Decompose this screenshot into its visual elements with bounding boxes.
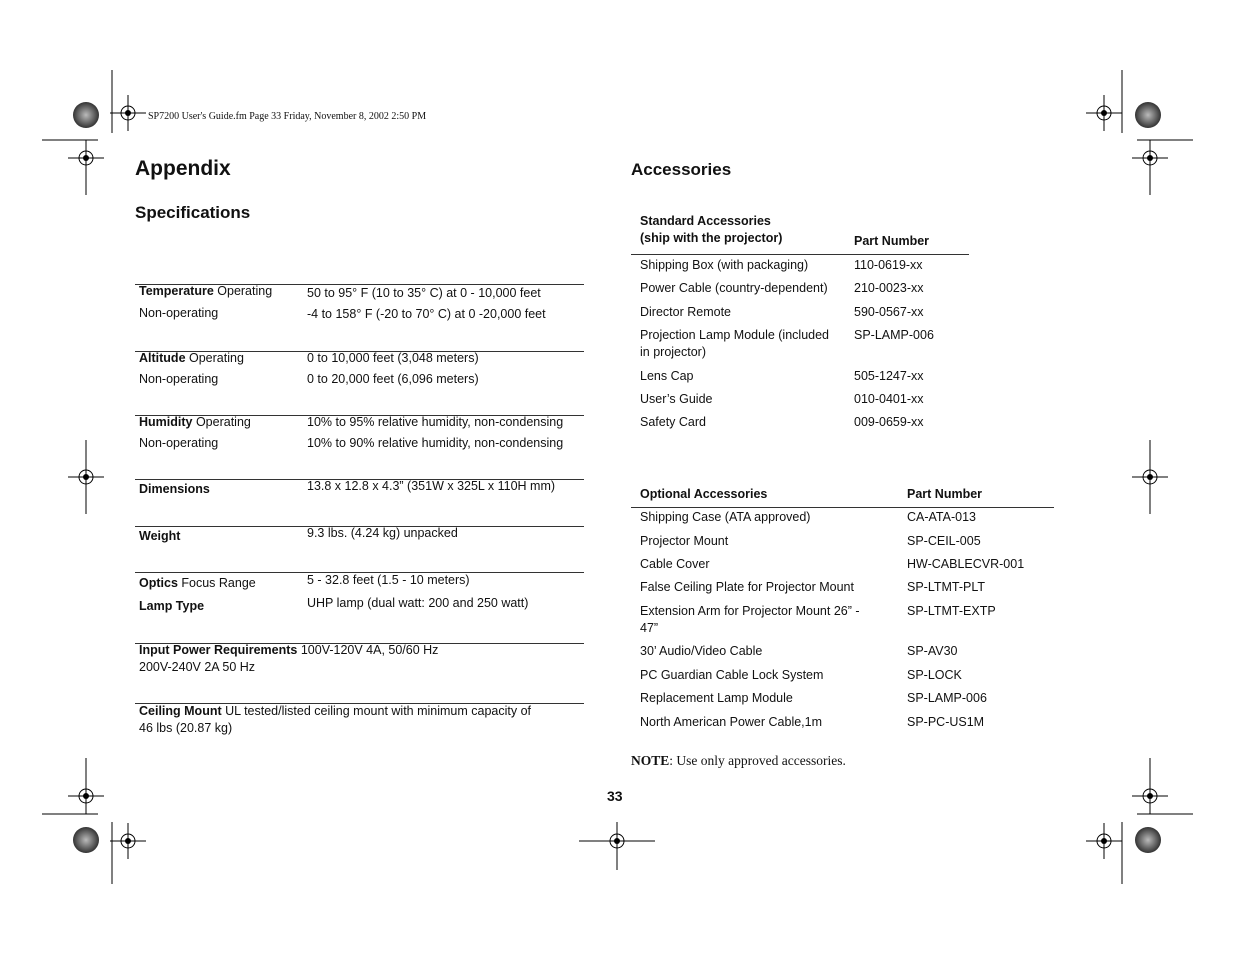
part-number: HW-CABLECVR-001	[907, 557, 1025, 571]
list-item: 30’ Audio/Video Cable	[640, 644, 763, 658]
registration-mark-icon	[1086, 823, 1122, 859]
spec-label: Non-operating	[139, 436, 219, 450]
accessories-note: NOTE: Use only approved accessories.	[631, 753, 846, 768]
registration-mark-icon	[1086, 95, 1122, 131]
part-number: SP-LAMP-006	[854, 328, 934, 342]
spec-label: Optics Focus Range	[139, 576, 256, 590]
spec-value: 200V-240V 2A 50 Hz	[139, 660, 256, 674]
part-number: SP-LTMT-EXTP	[907, 604, 996, 618]
part-number: 010-0401-xx	[854, 392, 924, 406]
part-number: SP-AV30	[907, 644, 958, 658]
specifications-heading: Specifications	[135, 203, 251, 222]
spec-label: Temperature Operating	[139, 284, 273, 298]
list-item: Shipping Box (with packaging)	[640, 258, 809, 272]
part-number: SP-LTMT-PLT	[907, 580, 986, 594]
starburst-target-icon	[73, 102, 99, 128]
column-header: Part Number	[907, 487, 983, 501]
spec-label: Non-operating	[139, 372, 219, 386]
divider	[631, 507, 1054, 508]
spec-label: Dimensions	[139, 482, 210, 496]
list-item: Director Remote	[640, 305, 731, 319]
spec-value: 10% to 95% relative humidity, non-condensing	[307, 415, 564, 429]
list-item: Shipping Case (ATA approved)	[640, 510, 811, 524]
accessories-heading: Accessories	[631, 160, 732, 179]
spec-value: 50 to 95° F (10 to 35° C) at 0 - 10,000 feet	[307, 286, 541, 300]
part-number: CA-ATA-013	[907, 510, 977, 524]
spec-value: 46 lbs (20.87 kg)	[139, 721, 233, 735]
spec-label: Humidity Operating	[139, 415, 251, 429]
spec-value: -4 to 158° F (-20 to 70° C) at 0 -20,000 feet	[307, 307, 546, 321]
list-item: North American Power Cable,1m	[640, 715, 823, 729]
registration-mark-icon	[110, 823, 146, 859]
spec-value: 10% to 90% relative humidity, non-condensing	[307, 436, 564, 450]
column-header: (ship with the projector)	[640, 231, 783, 245]
starburst-target-icon	[1135, 102, 1161, 128]
spec-label: Non-operating	[139, 306, 219, 320]
spec-value: 13.8 x 12.8 x 4.3” (351W x 325L x 110H mm)	[307, 479, 556, 493]
part-number: SP-LAMP-006	[907, 691, 987, 705]
starburst-target-icon	[1135, 827, 1161, 853]
list-item: Cable Cover	[640, 557, 710, 571]
spec-label: Altitude Operating	[139, 351, 244, 365]
page-number: 33	[607, 788, 623, 804]
file-header: SP7200 User's Guide.fm Page 33 Friday, November 8, 2002 2:50 PM	[148, 111, 427, 122]
divider	[631, 254, 969, 255]
spec-label: Input Power Requirements 100V-120V 4A, 50/60 Hz	[139, 643, 439, 657]
list-item: User’s Guide	[640, 392, 713, 406]
spec-value: 0 to 10,000 feet (3,048 meters)	[307, 351, 479, 365]
list-item: Power Cable (country-dependent)	[640, 281, 828, 295]
list-item: Projector Mount	[640, 534, 729, 548]
list-item: Lens Cap	[640, 369, 694, 383]
registration-mark-icon	[110, 95, 146, 131]
list-item: Safety Card	[640, 415, 707, 429]
column-header: Optional Accessories	[640, 487, 768, 501]
part-number: 505-1247-xx	[854, 369, 924, 383]
part-number: 590-0567-xx	[854, 305, 924, 319]
list-item: PC Guardian Cable Lock System	[640, 668, 824, 682]
spec-value: 5 - 32.8 feet (1.5 - 10 meters)	[307, 573, 470, 587]
column-header: Part Number	[854, 234, 930, 248]
starburst-target-icon	[73, 827, 99, 853]
column-header: Standard Accessories	[640, 214, 771, 228]
list-item: Extension Arm for Projector Mount 26” - 47”	[640, 604, 860, 635]
spec-label: Ceiling Mount UL tested/listed ceiling mount with minimum capacity of	[139, 704, 532, 718]
spec-value: 0 to 20,000 feet (6,096 meters)	[307, 372, 479, 386]
part-number: SP-PC-US1M	[907, 715, 985, 729]
part-number: 009-0659-xx	[854, 415, 924, 429]
part-number: SP-LOCK	[907, 668, 962, 682]
spec-label: Weight	[139, 529, 181, 543]
part-number: SP-CEIL-005	[907, 534, 981, 548]
spec-value: 9.3 lbs. (4.24 kg) unpacked	[307, 526, 458, 540]
part-number: 110-0619-xx	[854, 258, 923, 272]
list-item: Projection Lamp Module (included in projector)	[640, 328, 829, 359]
list-item: Replacement Lamp Module	[640, 691, 793, 705]
list-item: False Ceiling Plate for Projector Mount	[640, 580, 854, 594]
page-title: Appendix	[135, 157, 231, 180]
spec-value: UHP lamp (dual watt: 200 and 250 watt)	[307, 596, 529, 610]
spec-label: Lamp Type	[139, 599, 205, 613]
part-number: 210-0023-xx	[854, 281, 924, 295]
